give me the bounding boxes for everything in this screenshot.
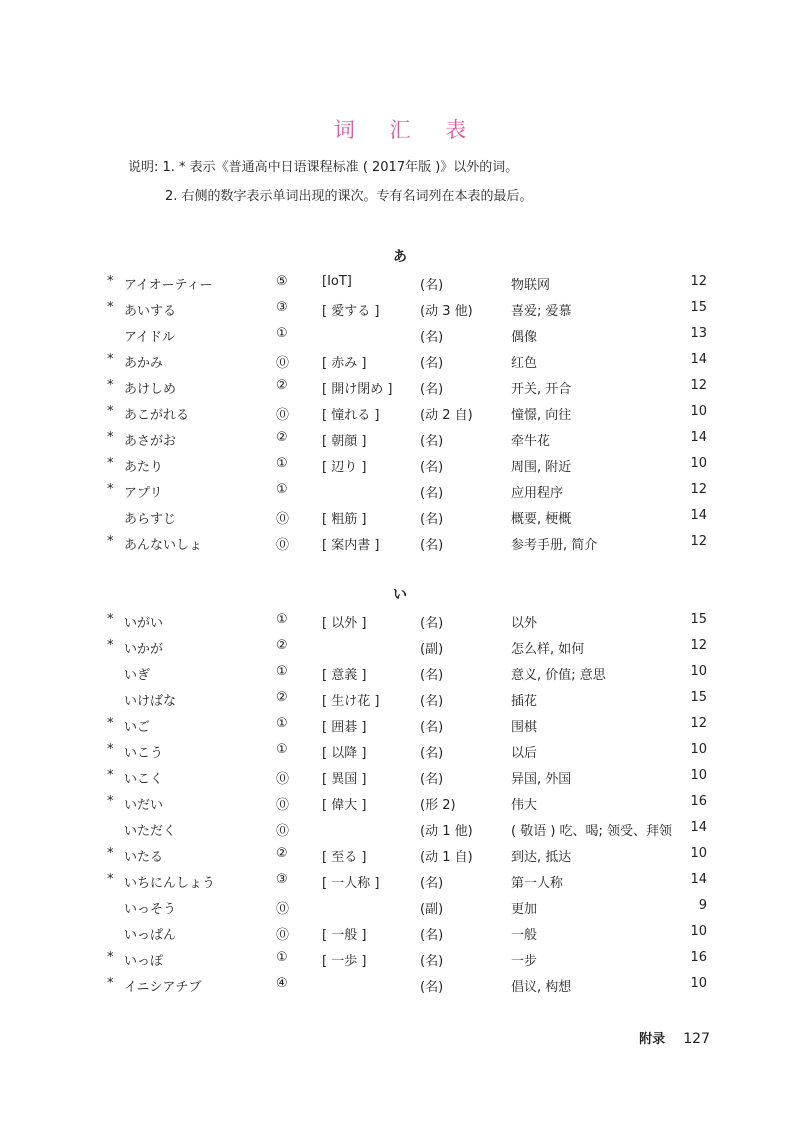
entry-lesson-number: 14 bbox=[690, 872, 707, 887]
entry-kana: いがい bbox=[124, 616, 164, 631]
entry-meaning: 一步 bbox=[511, 954, 538, 969]
star-marker: * bbox=[107, 378, 114, 393]
entry-lesson-number: 9 bbox=[698, 898, 707, 913]
entry-kanji: [ 開け閉め ] bbox=[322, 382, 393, 397]
entry-part-of-speech: (名) bbox=[420, 876, 444, 891]
entry-kana: いっそう bbox=[124, 902, 177, 917]
entry-accent: ⓪ bbox=[276, 408, 290, 423]
entry-part-of-speech: (名) bbox=[420, 538, 444, 553]
entry-kana: いちにんしょう bbox=[124, 876, 216, 891]
star-marker: * bbox=[107, 300, 114, 315]
entry-lesson-number: 15 bbox=[690, 300, 707, 315]
entry-kanji: [ 異国 ] bbox=[322, 772, 367, 787]
entry-accent: ⓪ bbox=[276, 928, 290, 943]
entry-meaning: 喜爱; 爱慕 bbox=[511, 304, 572, 319]
entry-accent: ④ bbox=[276, 976, 288, 991]
entry-accent: ① bbox=[276, 482, 288, 497]
page-number: 127 bbox=[683, 1031, 710, 1047]
vocab-row bbox=[0, 374, 800, 400]
vocab-row bbox=[0, 686, 800, 712]
star-marker: * bbox=[107, 482, 114, 497]
star-marker: * bbox=[107, 768, 114, 783]
entry-part-of-speech: (副) bbox=[420, 642, 444, 657]
entry-accent: ② bbox=[276, 378, 288, 393]
entry-lesson-number: 14 bbox=[690, 820, 707, 835]
star-marker: * bbox=[107, 794, 114, 809]
entry-kana: いたる bbox=[124, 850, 164, 865]
star-marker: * bbox=[107, 612, 114, 627]
star-marker: * bbox=[107, 430, 114, 445]
entry-meaning: ( 敬语 ) 吃、喝; 领受、拜领 bbox=[511, 824, 673, 839]
entry-lesson-number: 10 bbox=[690, 664, 707, 679]
entry-accent: ① bbox=[276, 716, 288, 731]
vocab-row bbox=[0, 452, 800, 478]
entry-meaning: 开关, 开合 bbox=[511, 382, 572, 397]
vocab-row bbox=[0, 426, 800, 452]
entry-meaning: 怎么样, 如何 bbox=[511, 642, 585, 657]
entry-lesson-number: 10 bbox=[690, 404, 707, 419]
entry-lesson-number: 12 bbox=[690, 534, 707, 549]
entry-kana: あいする bbox=[124, 304, 177, 319]
entry-lesson-number: 12 bbox=[690, 482, 707, 497]
entry-part-of-speech: (名) bbox=[420, 694, 444, 709]
entry-accent: ⓪ bbox=[276, 538, 290, 553]
entry-kana: あたり bbox=[124, 460, 164, 475]
entry-kana: いけばな bbox=[124, 694, 177, 709]
entry-kana: いっぽ bbox=[124, 954, 164, 969]
entry-part-of-speech: (名) bbox=[420, 512, 444, 527]
entry-lesson-number: 12 bbox=[690, 378, 707, 393]
vocab-row bbox=[0, 816, 800, 842]
entry-kana: あこがれる bbox=[124, 408, 190, 423]
entry-kanji: [ 偉大 ] bbox=[322, 798, 367, 813]
entry-kana: イニシアチブ bbox=[124, 980, 202, 995]
entry-part-of-speech: (名) bbox=[420, 434, 444, 449]
entry-kana: いこう bbox=[124, 746, 164, 761]
entry-part-of-speech: (形 2) bbox=[420, 798, 456, 813]
vocab-row bbox=[0, 608, 800, 634]
vocab-row bbox=[0, 972, 800, 998]
entry-meaning: 憧憬, 向往 bbox=[511, 408, 572, 423]
entry-lesson-number: 10 bbox=[690, 924, 707, 939]
entry-lesson-number: 10 bbox=[690, 846, 707, 861]
entry-meaning: 以外 bbox=[511, 616, 538, 631]
entry-part-of-speech: (名) bbox=[420, 772, 444, 787]
entry-accent: ① bbox=[276, 664, 288, 679]
entry-kana: アイドル bbox=[124, 330, 175, 345]
entry-kanji: [ 生け花 ] bbox=[322, 694, 380, 709]
entry-lesson-number: 10 bbox=[690, 742, 707, 757]
entry-part-of-speech: (名) bbox=[420, 460, 444, 475]
entry-accent: ⓪ bbox=[276, 512, 290, 527]
entry-kana: いかが bbox=[124, 642, 164, 657]
note-line-2: 2. 右侧的数字表示单词出现的课次。专有名词列在本表的最后。 bbox=[165, 189, 533, 204]
star-marker: * bbox=[107, 716, 114, 731]
vocab-row bbox=[0, 868, 800, 894]
entry-kanji: [ 粗筋 ] bbox=[322, 512, 367, 527]
star-marker: * bbox=[107, 950, 114, 965]
entry-accent: ⓪ bbox=[276, 798, 290, 813]
entry-kana: あかみ bbox=[124, 356, 164, 371]
vocab-row bbox=[0, 296, 800, 322]
entry-part-of-speech: (名) bbox=[420, 382, 444, 397]
entry-meaning: 伟大 bbox=[511, 798, 538, 813]
star-marker: * bbox=[107, 638, 114, 653]
vocab-row bbox=[0, 842, 800, 868]
vocab-row bbox=[0, 634, 800, 660]
entry-lesson-number: 10 bbox=[690, 456, 707, 471]
entry-accent: ⓪ bbox=[276, 902, 290, 917]
entry-lesson-number: 14 bbox=[690, 508, 707, 523]
note-line-1: 说明: 1. * 表示《普通高中日语课程标准 ( 2017年版 )》以外的词。 bbox=[128, 160, 519, 175]
entry-part-of-speech: (名) bbox=[420, 356, 444, 371]
entry-meaning: 第一人称 bbox=[511, 876, 564, 891]
entry-lesson-number: 15 bbox=[690, 690, 707, 705]
entry-accent: ② bbox=[276, 638, 288, 653]
vocab-row bbox=[0, 764, 800, 790]
entry-lesson-number: 10 bbox=[690, 976, 707, 991]
vocab-row bbox=[0, 478, 800, 504]
entry-kanji: [ 朝顔 ] bbox=[322, 434, 367, 449]
entry-meaning: 物联网 bbox=[511, 278, 551, 293]
entry-part-of-speech: (名) bbox=[420, 720, 444, 735]
vocab-row bbox=[0, 920, 800, 946]
entry-lesson-number: 16 bbox=[690, 950, 707, 965]
entry-kanji: [ 赤み ] bbox=[322, 356, 367, 371]
entry-part-of-speech: (动 2 自) bbox=[420, 408, 473, 423]
entry-accent: ① bbox=[276, 950, 288, 965]
entry-accent: ① bbox=[276, 456, 288, 471]
entry-part-of-speech: (名) bbox=[420, 330, 444, 345]
entry-kanji: [IoT] bbox=[322, 274, 352, 289]
star-marker: * bbox=[107, 274, 114, 289]
entry-accent: ① bbox=[276, 742, 288, 757]
entry-kana: あさがお bbox=[124, 434, 177, 449]
entry-kana: いただく bbox=[124, 824, 177, 839]
entry-meaning: 偶像 bbox=[511, 330, 538, 345]
entry-meaning: 参考手册, 简介 bbox=[511, 538, 598, 553]
entry-meaning: 异国, 外国 bbox=[511, 772, 572, 787]
entry-meaning: 概要, 梗概 bbox=[511, 512, 572, 527]
entry-lesson-number: 15 bbox=[690, 612, 707, 627]
entry-kanji: [ 一歩 ] bbox=[322, 954, 367, 969]
star-marker: * bbox=[107, 846, 114, 861]
star-marker: * bbox=[107, 872, 114, 887]
entry-meaning: 应用程序 bbox=[511, 486, 564, 501]
entry-kanji: [ 愛する ] bbox=[322, 304, 380, 319]
entry-accent: ① bbox=[276, 612, 288, 627]
entry-kana: いっぱん bbox=[124, 928, 177, 943]
vocab-row bbox=[0, 322, 800, 348]
entry-part-of-speech: (名) bbox=[420, 954, 444, 969]
entry-part-of-speech: (名) bbox=[420, 616, 444, 631]
entry-lesson-number: 16 bbox=[690, 794, 707, 809]
entry-accent: ⑤ bbox=[276, 274, 288, 289]
vocab-row bbox=[0, 738, 800, 764]
star-marker: * bbox=[107, 456, 114, 471]
entry-part-of-speech: (名) bbox=[420, 486, 444, 501]
entry-lesson-number: 12 bbox=[690, 638, 707, 653]
entry-kanji: [ 辺り ] bbox=[322, 460, 367, 475]
entry-meaning: 牵牛花 bbox=[511, 434, 551, 449]
entry-kana: アイオーティー bbox=[124, 278, 213, 293]
entry-meaning: 插花 bbox=[511, 694, 538, 709]
entry-kanji: [ 以外 ] bbox=[322, 616, 367, 631]
entry-lesson-number: 14 bbox=[690, 352, 707, 367]
entry-kanji: [ 一人称 ] bbox=[322, 876, 380, 891]
entry-kana: いこく bbox=[124, 772, 164, 787]
entry-meaning: 红色 bbox=[511, 356, 538, 371]
entry-accent: ② bbox=[276, 430, 288, 445]
entry-lesson-number: 14 bbox=[690, 430, 707, 445]
entry-kanji: [ 以降 ] bbox=[322, 746, 367, 761]
page-footer bbox=[639, 1028, 710, 1047]
entry-part-of-speech: (副) bbox=[420, 902, 444, 917]
entry-part-of-speech: (动 1 自) bbox=[420, 850, 473, 865]
entry-accent: ③ bbox=[276, 300, 288, 315]
page-title: 词 汇 表 bbox=[333, 118, 481, 142]
entry-accent: ② bbox=[276, 846, 288, 861]
entry-accent: ③ bbox=[276, 872, 288, 887]
entry-kanji: [ 案内書 ] bbox=[322, 538, 380, 553]
entry-lesson-number: 10 bbox=[690, 768, 707, 783]
entry-kanji: [ 囲碁 ] bbox=[322, 720, 367, 735]
entry-part-of-speech: (动 1 他) bbox=[420, 824, 473, 839]
vocab-row bbox=[0, 894, 800, 920]
entry-part-of-speech: (名) bbox=[420, 928, 444, 943]
star-marker: * bbox=[107, 976, 114, 991]
entry-lesson-number: 13 bbox=[690, 326, 707, 341]
vocab-row bbox=[0, 790, 800, 816]
vocab-row bbox=[0, 530, 800, 556]
entry-accent: ⓪ bbox=[276, 356, 290, 371]
entry-part-of-speech: (名) bbox=[420, 668, 444, 683]
vocab-row bbox=[0, 504, 800, 530]
entry-meaning: 到达, 抵达 bbox=[511, 850, 572, 865]
entry-kana: アプリ bbox=[124, 486, 163, 501]
entry-accent: ① bbox=[276, 326, 288, 341]
entry-accent: ⓪ bbox=[276, 772, 290, 787]
entry-kana: あけしめ bbox=[124, 382, 177, 397]
entry-accent: ② bbox=[276, 690, 288, 705]
entry-kanji: [ 至る ] bbox=[322, 850, 367, 865]
entry-accent: ⓪ bbox=[276, 824, 290, 839]
entry-part-of-speech: (名) bbox=[420, 278, 444, 293]
entry-part-of-speech: (动 3 他) bbox=[420, 304, 473, 319]
entry-meaning: 倡议, 构想 bbox=[511, 980, 572, 995]
entry-kana: いぎ bbox=[124, 668, 151, 683]
star-marker: * bbox=[107, 352, 114, 367]
entry-kanji: [ 一般 ] bbox=[322, 928, 367, 943]
entry-kana: あらすじ bbox=[124, 512, 177, 527]
section-heading-i: い bbox=[393, 587, 407, 603]
entry-kanji: [ 憧れる ] bbox=[322, 408, 380, 423]
vocab-row bbox=[0, 660, 800, 686]
entry-part-of-speech: (名) bbox=[420, 980, 444, 995]
entry-meaning: 意义, 价值; 意思 bbox=[511, 668, 606, 683]
vocab-row bbox=[0, 348, 800, 374]
entry-kanji: [ 意義 ] bbox=[322, 668, 367, 683]
section-heading-a: あ bbox=[393, 249, 407, 265]
entry-kana: あんないしょ bbox=[124, 538, 203, 553]
star-marker: * bbox=[107, 742, 114, 757]
entry-lesson-number: 12 bbox=[690, 274, 707, 289]
vocab-row bbox=[0, 400, 800, 426]
vocab-row bbox=[0, 270, 800, 296]
entry-kana: いご bbox=[124, 720, 151, 735]
entry-kana: いだい bbox=[124, 798, 164, 813]
entry-meaning: 周围, 附近 bbox=[511, 460, 572, 475]
entry-meaning: 一般 bbox=[511, 928, 538, 943]
vocab-row bbox=[0, 712, 800, 738]
entry-meaning: 以后 bbox=[511, 746, 538, 761]
star-marker: * bbox=[107, 404, 114, 419]
entry-meaning: 更加 bbox=[511, 902, 538, 917]
footer-label: 附录 bbox=[639, 1032, 666, 1047]
vocab-row bbox=[0, 946, 800, 972]
star-marker: * bbox=[107, 534, 114, 549]
entry-lesson-number: 12 bbox=[690, 716, 707, 731]
entry-meaning: 围棋 bbox=[511, 720, 538, 735]
entry-part-of-speech: (名) bbox=[420, 746, 444, 761]
